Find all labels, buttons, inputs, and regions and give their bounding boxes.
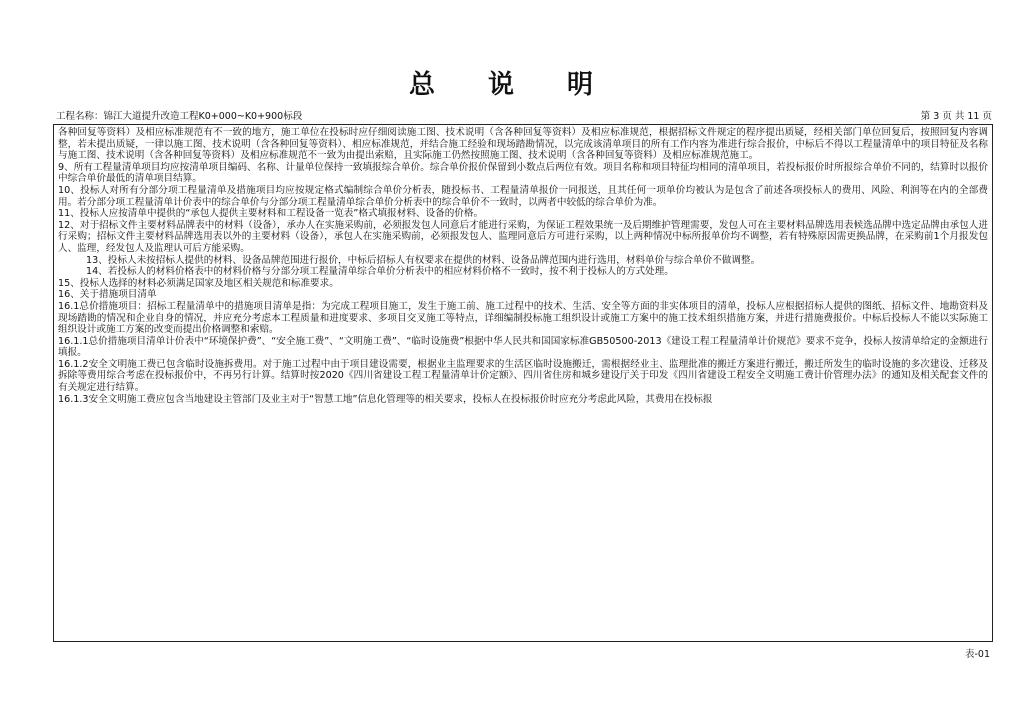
paragraph: 各种回复等资料）及相应标准规范有不一致的地方，施工单位在投标时应仔细阅读施工图、技术说明（含各种回复等资料）及相应标准规范，根据招标文件规定的程序提出质疑，经相关部门单位回复后，按照回复内容调整，若未提出质疑，一律以施工图、技术说明（含各种回复等资料）、相应标准规范，并结合施工经验和现场踏勘情况，以完成该清单项目的所有工作内容为准进行综合报价，中标后不得以工程量清单中的项目特征及名称与施工图、技术说明（含各种回复等资料）及相应标准规范不一致为由提出索赔，且实际施工仍然按照施工图、技术说明（含各种回复等资料）及相应标准规范施工。: [58, 127, 988, 162]
paragraph: 11、投标人应按清单中提供的“承包人提供主要材料和工程设备一览表”格式填报材料、设备的价格。: [58, 208, 484, 220]
description-frame: [53, 124, 993, 642]
paragraph: 16、关于措施项目清单: [58, 289, 157, 301]
paragraph: 16.1.2安全文明施工费已包含临时设施拆费用。对于施工过程中由于项目建设需要，根据业主监理要求的生活区临时设施搬迁，需根据经业主、监理批准的搬迁方案进行搬迁，搬迁所发生的临时设施的多次建设、迁移及拆除等费用综合考虑在投标报价中，不再另行计算。结算时按2020《四川省建设工程工程量清单计价定额》、四川省住房和城乡建设厅关于印发《四川省建设工程安全文明施工费计价管理办法》的通知及相关配套文件的有关规定进行结算。: [58, 358, 988, 394]
paragraph: 16.1总价措施项目：招标工程量清单中的措施项目清单是指：为完成工程项目施工，发生于施工前、施工过程中的技术、生活、安全等方面的非实体项目的清单，投标人应根据招标人提供的图纸、招标文件、地勘资料及现场踏勘的情况和企业自身的情况，并应充分考虑本工程质量和进度要求、多项目交叉施工等特点，详细编制投标施工组织设计或施工方案中的施工技术组织措施方案，并进行措施费报价。中标后投标人不能以实际施工组织设计或施工方案的改变而提出价格调整和索赔。: [58, 300, 988, 336]
page-title: 总 说 明: [408, 70, 616, 100]
page-indicator: 第 3 页 共 11 页: [920, 111, 992, 122]
description-body: [54, 125, 992, 405]
paragraph: 9、所有工程量清单项目均应按清单项目编码、名称、计量单位保持一致填报综合单价。综合单价报价保留到小数点后两位有效。项目名称和项目特征均相同的清单项目，若投标报价时所报综合单价不同的，结算时以报价中综合单价最低的清单项目结算。: [58, 161, 988, 185]
paragraph: 16.1.3安全文明施工费应包含当地建设主管部门及业主对于“智慧工地”信息化管理等的相关要求，投标人在投标报价时应充分考虑此风险，其费用在投标报: [58, 393, 713, 405]
form-code: 表-01: [964, 649, 990, 660]
paragraph: 14、若投标人的材料价格表中的材料价格与分部分项工程量清单综合单价分析表中的相应材料价格不一致时，按不利于投标人的方式处理。: [86, 266, 674, 278]
paragraph: 16.1.1总价措施项目清单计价表中“环境保护费”、“安全施工费”、“文明施工费”、“临时设施费”根据中华人民共和国国家标准GB50500-2013《建设工程工程量清单计价规范》要求不竞争，投标人按清单给定的金额进行填报。: [58, 335, 988, 359]
project-name: 工程名称：锦江大道提升改造工程K0+000~K0+900标段: [56, 111, 303, 122]
paragraph: 13、投标人未按招标人提供的材料、设备品牌范围进行报价，中标后招标人有权要求在提供的材料、设备品牌范围内进行选用，材料单价与综合单价不做调整。: [86, 254, 761, 266]
paragraph: 10、投标人对所有分部分项工程量清单及措施项目均应按规定格式编制综合单价分析表，随投标书、工程量清单报价一同报送，且其任何一项单价均被认为是包含了前述各项投标人的费用、风险、利润等在内的全部费用。若分部分项工程量清单计价表中的综合单价与分部分项工程量清单综合单价分析表中的综合单价不一致时，以两者中较低的综合单价为准。: [58, 184, 988, 208]
header-meta: [56, 110, 992, 124]
paragraph: 15、投标人选择的材料必须满足国家及地区相关规范和标准要求。: [58, 277, 339, 289]
paragraph: 12、对于招标文件主要材料品牌表中的材料（设备），承办人在实施采购前，必须报发包人同意后才能进行采购，为保证工程效果统一及后期维护管理需要，发包人可在主要材料品牌选用表候选品牌中选定品牌由承包人进行采购；招标文件主要材料品牌选用表以外的主要材料（设备），承包人在实施采购前，必须报发包人、监理同意后方可进行采购，以上两种情况中标所报单价均不调整，若有特殊原因需更换品牌，在采购前1个月报发包人、监理，经发包人及监理认可后方能采购。: [58, 219, 988, 254]
